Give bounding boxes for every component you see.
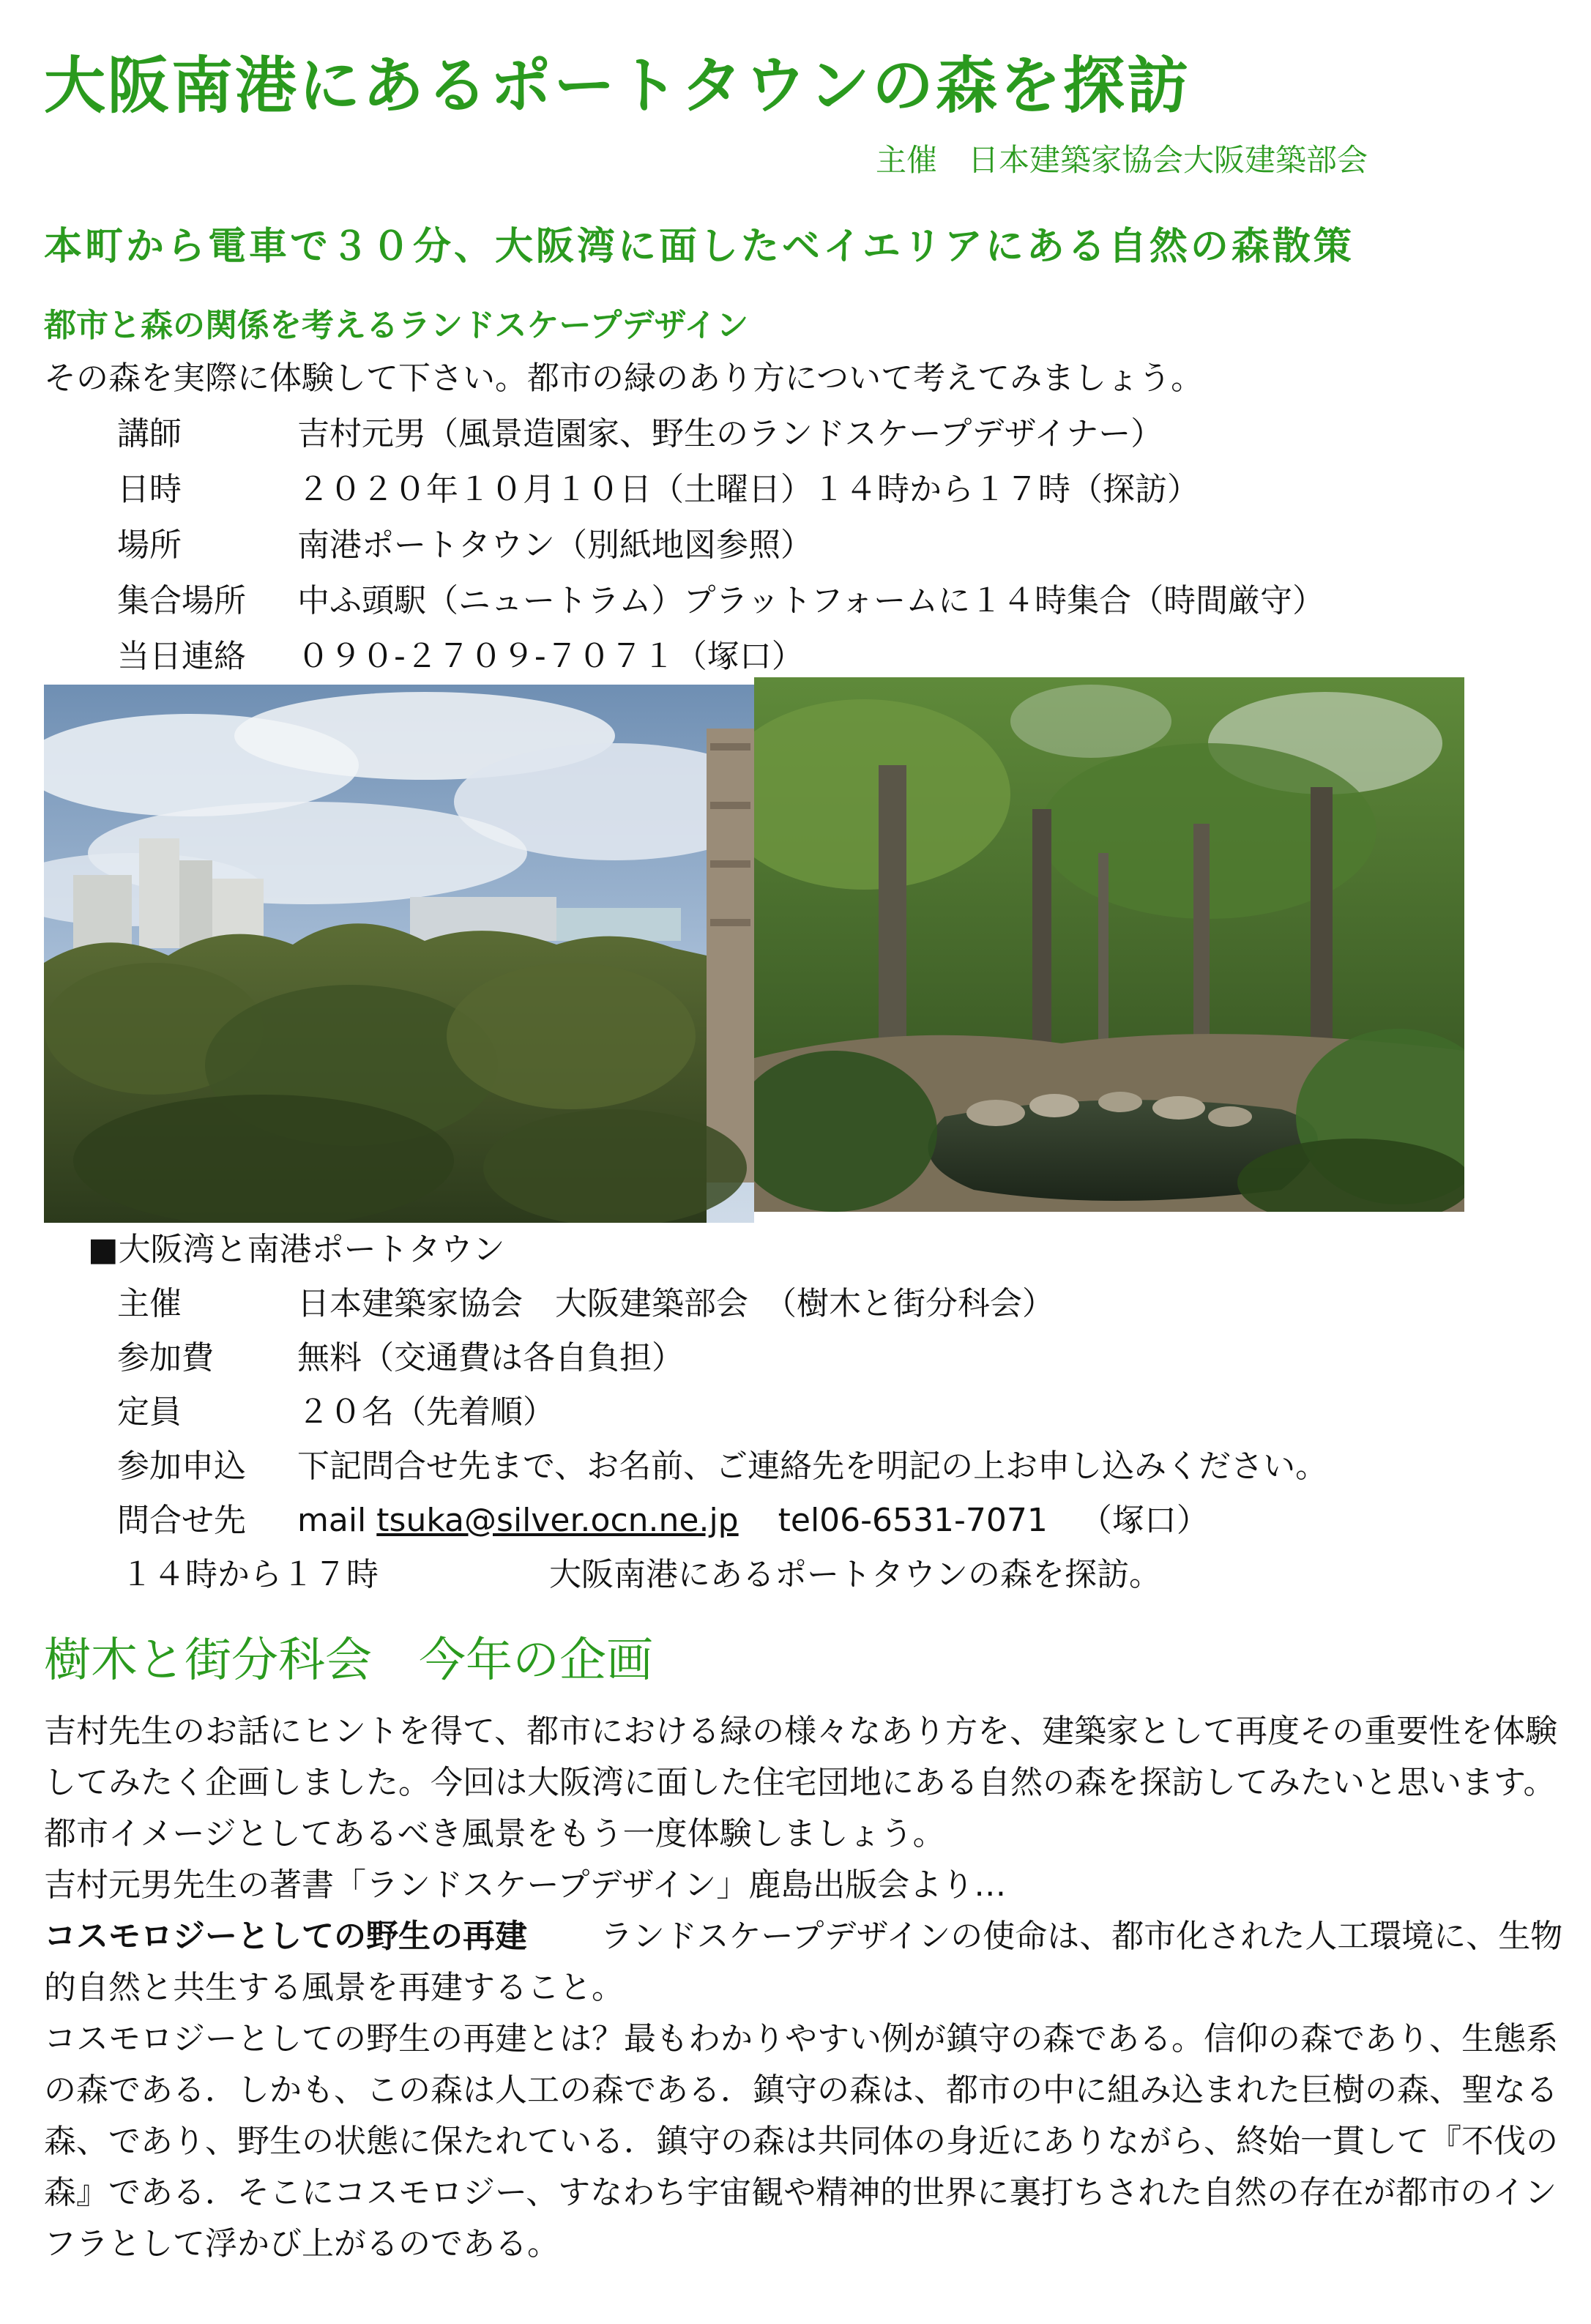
- subtitle: 本町から電車で３０分、大阪湾に面したベイエリアにある自然の森散策: [44, 225, 1355, 269]
- bay-cityscape-photo: [44, 685, 754, 1223]
- detail-label: 日時: [117, 471, 182, 508]
- email-link[interactable]: tsuka@silver.ocn.ne.jp: [376, 1502, 739, 1539]
- detail-value: 吉村元男（風景造園家、野生のランドスケープデザイナー）: [297, 415, 1163, 452]
- detail-label: 当日連絡: [117, 638, 246, 675]
- intro-text: その森を実際に体験して下さい。都市の緑のあり方について考えてみましょう。: [44, 360, 1204, 397]
- info-value: 日本建築家協会 大阪建築部会 （樹木と街分科会）: [297, 1285, 1054, 1322]
- detail-value: 南港ポートタウン（別紙地図参照）: [297, 526, 813, 564]
- cosmology-lead-text: ランドスケープデザインの使命は、都市化された人工環境に、生物的自然と共生する風景を再建すること。: [44, 1918, 1563, 2006]
- tel-note: （塚口）: [1079, 1502, 1209, 1539]
- forest-pond-photo: [754, 677, 1464, 1212]
- plan-paragraph-2: コスモロジーとしての野生の再建とは？最もわかりやすい例が鎮守の森である。信仰の森であり、生態系の森である．しかも、この森は人工の森である．鎮守の森は、都市の中に組み込まれた巨樹の森、聖なる森、であり、野生の状態に保たれている．鎮守の森は共同体の身近にありながら、終始一貫して『不伐の森』である．そこにコスモロジー、すなわち宇宙観や精神的世界に裏打ちされた自然の存在が都市のインフラとして浮かび上がるのである。: [44, 2020, 1558, 2262]
- contact-label: 問合せ先: [117, 1502, 246, 1539]
- footer-time: １４時から１７時: [121, 1556, 379, 1593]
- info-label: 主催: [117, 1285, 182, 1322]
- detail-label: 集合場所: [117, 582, 246, 619]
- info-value: 下記問合せ先まで、お名前、ご連絡先を明記の上お申し込みください。: [297, 1448, 1328, 1485]
- detail-label: 場所: [117, 526, 182, 564]
- info-label: 参加費: [117, 1339, 214, 1377]
- detail-value: ０９０-２７０９-７０７１（塚口）: [297, 638, 804, 675]
- book-reference: 吉村元男先生の著書「ランドスケープデザイン」鹿島出版会より…: [44, 1866, 1007, 1904]
- plan-heading: 樹木と街分科会 今年の企画: [44, 1634, 653, 1688]
- info-value: 無料（交通費は各自負担）: [297, 1339, 684, 1377]
- photo-caption: ■大阪湾と南港ポートタウン: [88, 1231, 505, 1268]
- cosmology-lead-bold: コスモロジーとしての野生の再建: [44, 1918, 527, 1955]
- detail-label: 講師: [117, 415, 182, 452]
- info-value: ２０名（先着順）: [297, 1393, 555, 1431]
- tel-number: tel06-6531-7071: [778, 1502, 1048, 1539]
- mail-prefix: mail: [297, 1502, 367, 1539]
- page-title: 大阪南港にあるポートタウンの森を探訪: [44, 50, 1191, 122]
- footer-title: 大阪南港にあるポートタウンの森を探訪。: [549, 1556, 1161, 1593]
- detail-value: 中ふ頭駅（ニュートラム）プラットフォームに１４時集合（時間厳守）: [297, 582, 1325, 619]
- organizer-line: 主催 日本建築家協会大阪建築部会: [876, 142, 1368, 178]
- contact-line: [297, 1494, 1209, 1541]
- detail-value: ２０２０年１０月１０日（土曜日）１４時から１７時（探訪）: [297, 471, 1199, 508]
- info-label: 定員: [117, 1393, 182, 1431]
- cosmology-lead: [44, 1911, 1567, 2014]
- plan-paragraph-1: 吉村先生のお話にヒントを得て、都市における緑の様々なあり方を、建築家として再度その重要性を体験してみたく企画しました。今回は大阪湾に面した住宅団地にある自然の森を探訪してみたいと思います。都市イメージとしてあるべき風景をもう一度体験しましょう。: [44, 1713, 1558, 1852]
- intro-heading: 都市と森の関係を考えるランドスケープデザイン: [44, 307, 749, 344]
- info-label: 参加申込: [117, 1448, 246, 1485]
